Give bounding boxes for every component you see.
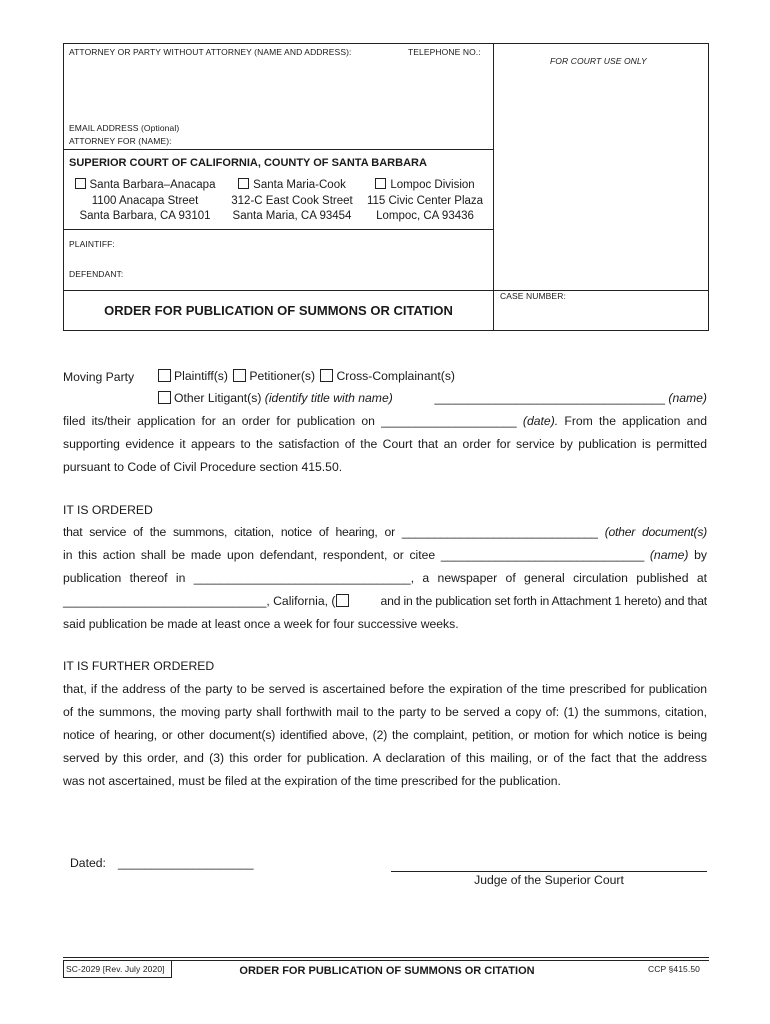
checkbox-icon[interactable] xyxy=(238,178,249,189)
defendant-label: DEFENDANT: xyxy=(69,269,124,279)
other-litigant-row xyxy=(158,391,707,405)
case-number-field[interactable] xyxy=(500,303,705,327)
venue-option-santa-barbara[interactable]: Santa Barbara–Anacapa 1100 Anacapa Street Santa Barbara, CA 93101 xyxy=(70,178,220,225)
checkbox-icon[interactable] xyxy=(75,178,86,189)
application-line-2: supporting evidence it appears to the satisfaction of the Court that an order for service by publication is permitted xyxy=(63,437,707,451)
other-litigant-label: Other Litigant(s) xyxy=(174,391,262,405)
other-litigant-name-blank[interactable]: __________________________________ xyxy=(434,391,665,405)
application-paragraph xyxy=(63,410,707,479)
further-line-5: was not ascertained, must be filed at the expiration of the time prescribed for the publication. xyxy=(63,774,561,788)
court-name: SUPERIOR COURT OF CALIFORNIA, COUNTY OF SANTA BARBARA xyxy=(69,157,427,169)
checkbox-petitioner[interactable] xyxy=(233,369,246,382)
moving-party-label: Moving Party xyxy=(63,370,135,384)
ordered-paragraph xyxy=(63,521,707,636)
court-use-only-label: FOR COURT USE ONLY xyxy=(550,56,647,66)
further-line-2: of the summons, the moving party shall forthwith mail to the party to be served a copy of: (1) the summons, citation, xyxy=(63,705,707,719)
option-petitioner-label: Petitioner(s) xyxy=(249,369,316,383)
ordered-line-5: said publication be made at least once a week for four successive weeks. xyxy=(63,617,459,631)
telephone-label: TELEPHONE NO.: xyxy=(408,47,481,57)
code-reference: CCP §415.50 xyxy=(648,964,700,974)
ordered-line-2: in this action shall be made upon defendant, respondent, or citee ______________________________ (name) by xyxy=(63,548,708,562)
further-line-4: served by this order, and (3) this order for publication. A declaration of this mailing, or of the fact that the address xyxy=(63,751,707,765)
further-line-1: that, if the address of the party to be served is ascertained before the expiration of the time prescribed for publication xyxy=(63,682,707,696)
attorney-for-label: ATTORNEY FOR (NAME): xyxy=(69,136,172,146)
application-date-blank[interactable]: ____________________ xyxy=(381,414,517,428)
dated-label: Dated: xyxy=(70,856,106,870)
application-line-1: filed its/their application for an order for publication on ____________________ (date). From the application and xyxy=(63,414,708,428)
option-plaintiff-label: Plaintiff(s) xyxy=(174,369,228,383)
email-address-label: EMAIL ADDRESS (Optional) xyxy=(69,123,180,133)
name-hint: (name) xyxy=(668,391,707,405)
further-line-3: notice of hearing, or other document(s) identified above, (2) the complaint, petition, or motion for which notice is being xyxy=(63,728,707,742)
checkbox-cross-complainant[interactable] xyxy=(320,369,333,382)
venue-option-lompoc[interactable]: Lompoc Division 115 Civic Center Plaza Lompoc, CA 93436 xyxy=(366,179,484,222)
venue-option-santa-maria[interactable]: Santa Maria-Cook 312-C East Cook Street Santa Maria, CA 93454 xyxy=(231,179,353,222)
checkbox-plaintiff[interactable] xyxy=(158,369,171,382)
city-blank[interactable]: ______________________________ xyxy=(63,594,267,608)
attorney-name-address-label: ATTORNEY OR PARTY WITHOUT ATTORNEY (NAME AND ADDRESS): xyxy=(69,47,352,57)
form-title: ORDER FOR PUBLICATION OF SUMMONS OR CITATION xyxy=(104,303,453,318)
footer-title: ORDER FOR PUBLICATION OF SUMMONS OR CITATION xyxy=(239,965,535,977)
newspaper-blank[interactable]: ________________________________ xyxy=(193,571,411,585)
further-ordered-paragraph xyxy=(63,678,707,793)
case-number-label: CASE NUMBER: xyxy=(500,291,566,301)
dated-blank[interactable]: ____________________ xyxy=(118,856,254,870)
checkbox-other-litigant[interactable] xyxy=(158,391,171,404)
application-line-3: pursuant to Code of Civil Procedure section 415.50. xyxy=(63,460,343,474)
other-litigant-hint: (identify title with name) xyxy=(264,391,393,405)
ordered-line-1: that service of the summons, citation, notice of hearing, or ______________________________ (other document(s) xyxy=(63,525,707,539)
moving-party-options xyxy=(158,369,455,383)
defendant-name-blank[interactable]: ______________________________ xyxy=(440,548,645,562)
plaintiff-label: PLAINTIFF: xyxy=(69,239,115,249)
checkbox-attachment[interactable] xyxy=(336,594,349,607)
form-id: SC-2029 [Rev. July 2020] xyxy=(66,964,165,974)
option-cross-complainant-label: Cross-Complainant(s) xyxy=(336,369,455,383)
ordered-line-4: ______________________________, California, ( and in the publication set forth in Attachment 1 hereto) and that xyxy=(63,594,707,608)
judge-signature-line[interactable] xyxy=(391,871,707,872)
attorney-name-address-field[interactable] xyxy=(66,60,490,118)
other-documents-blank[interactable]: ______________________________ xyxy=(401,525,598,539)
further-ordered-heading: IT IS FURTHER ORDERED xyxy=(63,659,215,673)
checkbox-icon[interactable] xyxy=(375,178,386,189)
judge-label: Judge of the Superior Court xyxy=(474,873,624,887)
ordered-heading: IT IS ORDERED xyxy=(63,503,153,517)
ordered-line-3: publication thereof in ________________________________, a newspaper of general circulation published at xyxy=(63,571,707,585)
